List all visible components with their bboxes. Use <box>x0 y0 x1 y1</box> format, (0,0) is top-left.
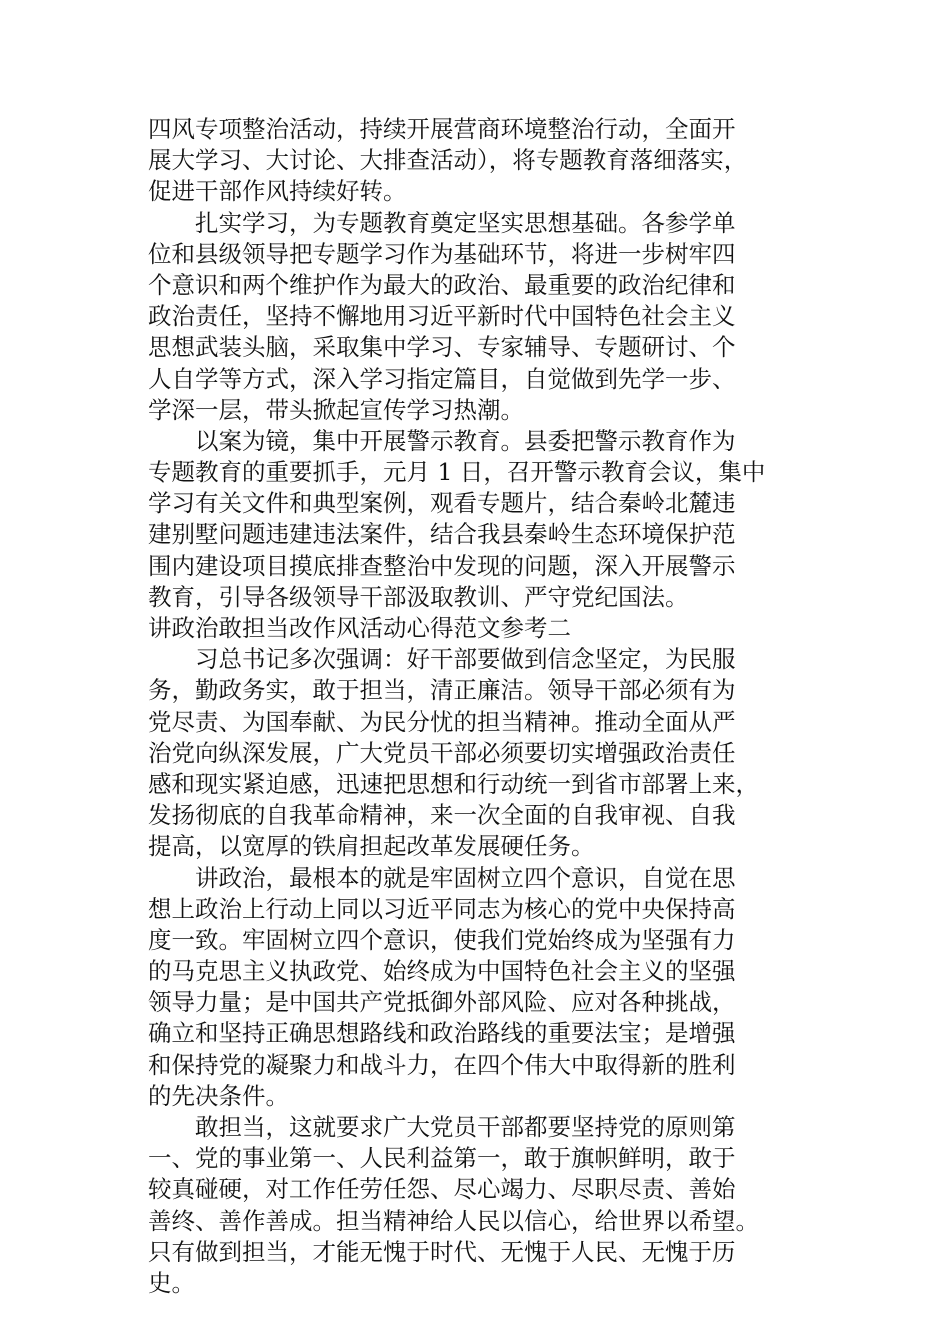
document-body <box>148 114 808 1299</box>
text-line: 个意识和两个维护作为最大的政治、最重要的政治纪律和 <box>148 270 736 299</box>
paragraph-first-line: 讲政治，最根本的就是牢固树立四个意识，自觉在思 <box>195 863 736 892</box>
text-line: 史。 <box>148 1268 195 1297</box>
text-line: 感和现实紧迫感，迅速把思想和行动统一到省市部署上来， <box>148 769 759 798</box>
text-line: 确立和坚持正确思想路线和政治路线的重要法宝；是增强 <box>148 1019 736 1048</box>
text-line: 想上政治上行动上同以习近平同志为核心的党中央保持高 <box>148 894 736 923</box>
text-line: 的先决条件。 <box>148 1081 289 1110</box>
text-line: 促进干部作风持续好转。 <box>148 177 407 206</box>
text-line: 围内建设项目摸底排查整治中发现的问题，深入开展警示 <box>148 551 736 580</box>
text-line: 治党向纵深发展，广大党员干部必须要切实增强政治责任 <box>148 738 736 767</box>
text-line: 务，勤政务实，敢于担当，清正廉洁。领导干部必须有为 <box>148 676 736 705</box>
text-line: 位和县级领导把专题学习作为基础环节，将进一步树牢四 <box>148 239 736 268</box>
text-line: 建别墅问题违建违法案件，结合我县秦岭生态环境保护范 <box>148 520 736 549</box>
text-line: 政治责任，坚持不懈地用习近平新时代中国特色社会主义 <box>148 302 736 331</box>
text-line: 学习有关文件和典型案例，观看专题片，结合秦岭北麓违 <box>148 489 736 518</box>
text-line: 提高，以宽厚的铁肩担起改革发展硬任务。 <box>148 832 595 861</box>
text-line: 专题教育的重要抓手，元月 1 日，召开警示教育会议，集中 <box>148 458 766 487</box>
paragraph-first-line: 扎实学习，为专题教育奠定坚实思想基础。各参学单 <box>195 208 736 237</box>
paragraph-first-line: 以案为镜，集中开展警示教育。县委把警示教育作为 <box>195 426 736 455</box>
text-line: 善终、善作善成。担当精神给人民以信心，给世界以希望。 <box>148 1206 759 1235</box>
text-line: 教育，引导各级领导干部汲取教训、严守党纪国法。 <box>148 582 689 611</box>
text-line: 思想武装头脑，采取集中学习、专家辅导、专题研讨、个 <box>148 333 736 362</box>
text-line: 人自学等方式，深入学习指定篇目，自觉做到先学一步、 <box>148 364 736 393</box>
text-line: 领导力量；是中国共产党抵御外部风险、应对各种挑战， <box>148 988 736 1017</box>
text-line: 四风专项整治活动，持续开展营商环境整治行动，全面开 <box>148 115 736 143</box>
text-line: 度一致。牢固树立四个意识，使我们党始终成为坚强有力 <box>148 925 736 954</box>
text-line: 和保持党的凝聚力和战斗力，在四个伟大中取得新的胜利 <box>148 1050 736 1079</box>
text-line: 较真碰硬，对工作任劳任怨、尽心竭力、尽职尽责、善始 <box>148 1175 736 1204</box>
paragraph-first-line: 习总书记多次强调：好干部要做到信念坚定，为民服 <box>195 645 736 674</box>
text-line: 的马克思主义执政党、始终成为中国特色社会主义的坚强 <box>148 957 736 986</box>
text-line: 一、党的事业第一、人民利益第一，敢于旗帜鲜明，敢于 <box>148 1144 736 1173</box>
paragraph-first-line: 敢担当，这就要求广大党员干部都要坚持党的原则第 <box>195 1113 736 1141</box>
text-line: 讲政治敢担当改作风活动心得范文参考二 <box>148 614 571 642</box>
text-line: 发扬彻底的自我革命精神，来一次全面的自我审视、自我 <box>148 801 736 830</box>
text-line: 学深一层，带头掀起宣传学习热潮。 <box>148 395 524 424</box>
text-line: 党尽责、为国奉献、为民分忧的担当精神。推动全面从严 <box>148 707 736 736</box>
text-line: 展大学习、大讨论、大排查活动），将专题教育落细落实， <box>148 146 748 175</box>
text-line: 只有做到担当，才能无愧于时代、无愧于人民、无愧于历 <box>148 1237 736 1266</box>
